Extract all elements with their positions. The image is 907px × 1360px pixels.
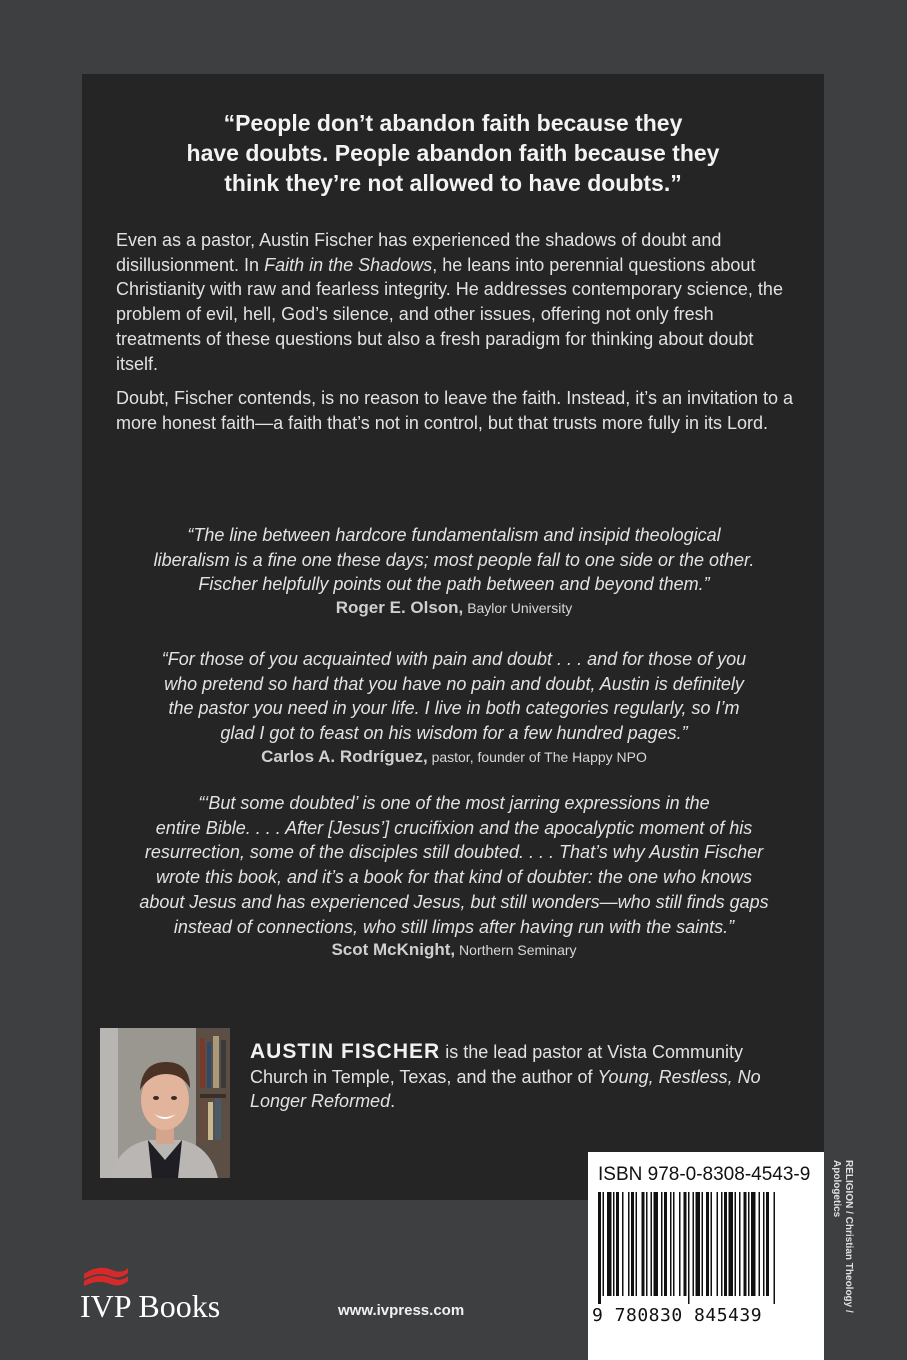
endorsement-attribution — [116, 747, 792, 767]
bisac-category: RELIGION / Christian Theology / Apologetics — [831, 1160, 854, 1313]
endorsement-attribution — [116, 940, 792, 960]
headline-quote: “People don’t abandon faith because they have doubts. People abandon faith because they think they’re not allowed to have doubts.” — [186, 110, 720, 196]
endorser-affiliation: Baylor University — [467, 600, 573, 616]
publisher-logo — [80, 1264, 230, 1328]
flame-logo-icon — [82, 1264, 130, 1290]
author-bio — [250, 1040, 794, 1114]
endorser-name: Scot McKnight, — [331, 940, 456, 959]
endorsement-quote: “The line between hardcore fundamentalism and insipid theological liberalism is a fine one these days; most people fall to one side or the other. Fischer helpfully points out the path between and beyond them.” — [153, 525, 755, 595]
book-title: Faith in the Shadows — [264, 254, 433, 275]
barcode-number: 9 780830 845439 — [592, 1305, 763, 1326]
barcode-icon — [598, 1192, 814, 1304]
publisher-website[interactable]: www.ivpress.com — [338, 1302, 465, 1319]
isbn-text: ISBN 978-0-8308-4543-9 — [598, 1164, 811, 1185]
description-paragraph-2: Doubt, Fischer contends, is no reason to leave the faith. Instead, it’s an invitation to a more honest faith—a faith that’s not in control, but that trusts more fully in its Lord. — [116, 388, 794, 433]
description-text: , he leans into perennial questions about Christianity with raw and fearless integrity. He addresses contemporary science, the problem of evil, hell, God’s silence, and other issues, offering not only fresh treatments of these questions but also a fresh paradigm for thinking about doubt itself. — [116, 254, 783, 374]
endorsement-attribution — [116, 598, 792, 618]
author-photo — [100, 1028, 230, 1178]
endorser-affiliation: pastor, founder of The Happy NPO — [431, 749, 647, 765]
endorsement-quote: “‘But some doubted’ is one of the most jarring expressions in the entire Bible. . . . After [Jesus’] crucifixion and the apocalyptic moment of his resurrection, some of the disciples still doubted. . . . That’s why Austin Fischer wrote this book, and it’s a book for that kind of doubter: the one who knows about Jesus and has experienced Jesus, but still wonders—who still finds gaps instead of connections, who still limps after having run with the saints.” — [139, 793, 769, 937]
endorsement-quote: “For those of you acquainted with pain and doubt . . . and for those of you who pretend so hard that you have no pain and doubt, Austin is definitely the pastor you need in your life. I live in both categories regularly, so I’m glad I got to feast on his wisdom for a few hundred pages.” — [161, 649, 747, 744]
endorser-affiliation: Northern Seminary — [459, 942, 577, 958]
author-previous-book: Young, Restless, No Longer Reformed — [250, 1066, 761, 1112]
publisher-name: IVP Books — [80, 1288, 221, 1324]
description-paragraph-1 — [116, 228, 796, 376]
endorser-name: Carlos A. Rodríguez, — [261, 747, 428, 766]
description-text: Even as a pastor, Austin Fischer has experienced the shadows of doubt and disillusionment. In — [116, 230, 722, 275]
author-bio-text: is the lead pastor at Vista Community Church in Temple, Texas, and the author of — [250, 1042, 743, 1087]
endorser-name: Roger E. Olson, — [335, 598, 464, 617]
back-cover-panel — [82, 74, 824, 1200]
author-name: AUSTIN FISCHER — [250, 1040, 441, 1063]
author-bio-text: . — [390, 1091, 396, 1112]
isbn-barcode — [588, 1152, 824, 1360]
